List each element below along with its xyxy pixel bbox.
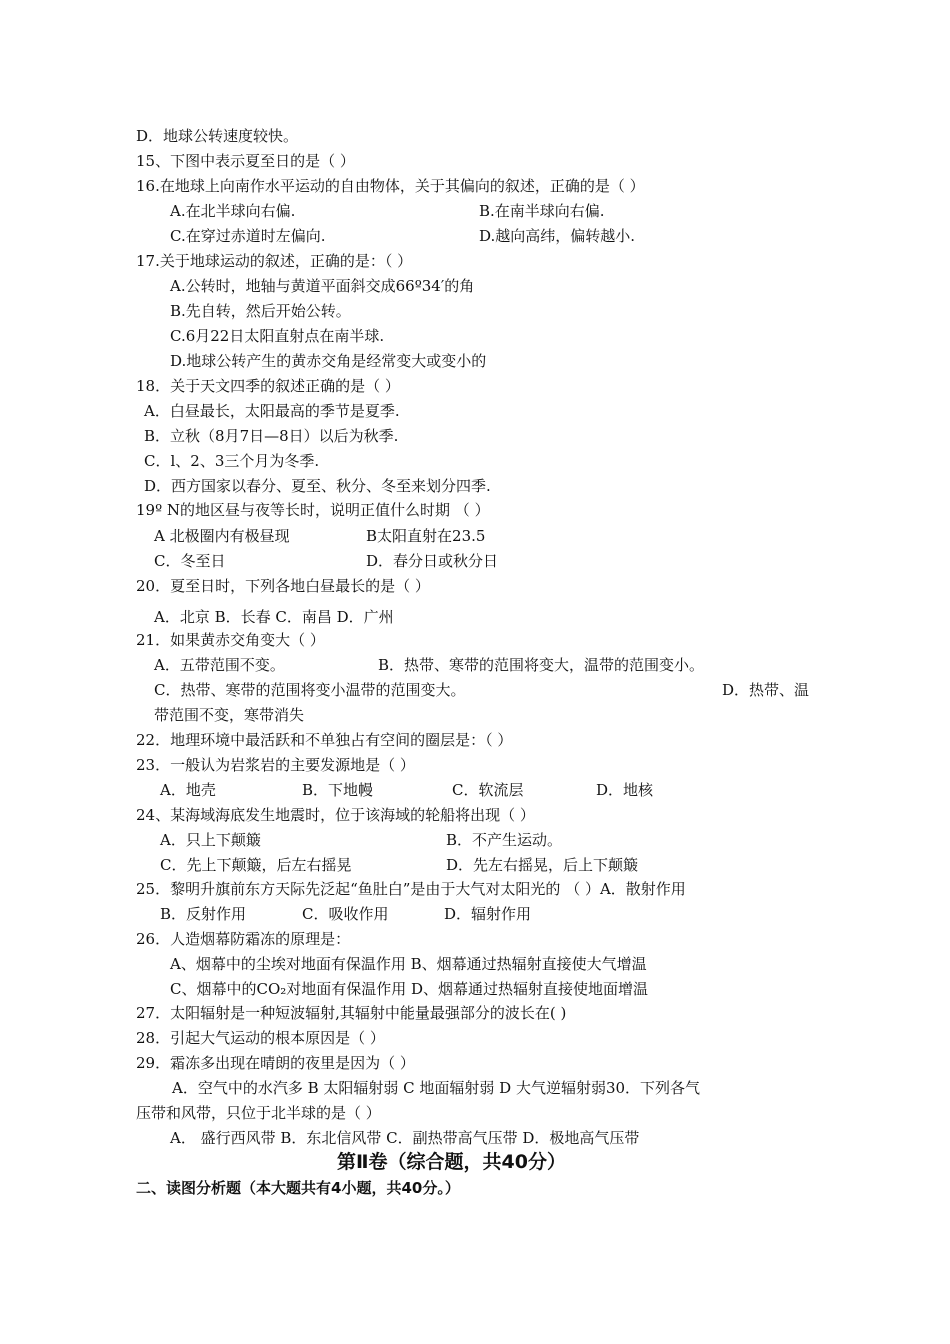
question-23: 23．一般认为岩浆岩的主要发源地是（ ） <box>136 756 415 774</box>
option-c: C．先上下颠簸，后左右摇晃 <box>160 856 352 874</box>
option-a: A．地壳 <box>160 781 216 799</box>
option-b: B太阳直射在23.5 <box>366 527 486 545</box>
question-24: 24、某海域海底发生地震时，位于该海域的轮船将出现（ ） <box>136 806 535 824</box>
option-c: C．吸收作用 <box>302 905 389 923</box>
option-a: A 北极圈内有极昼现 <box>154 527 290 545</box>
question-28: 28．引起大气运动的根本原因是（ ） <box>136 1029 385 1047</box>
question-15: 15、下图中表示夏至日的是（ ） <box>136 152 355 170</box>
text-line: 带范围不变，寒带消失 <box>154 706 305 724</box>
option-b: B．立秋（8月7日—8日）以后为秋季. <box>144 427 399 445</box>
options-row: A． 盛行西风带 B．东北信风带 C．副热带高气压带 D．极地高气压带 <box>170 1129 640 1147</box>
question-19: 19º N的地区昼与夜等长时，说明正值什么时期 （ ） <box>136 501 490 519</box>
option-b: B．热带、寒带的范围将变大，温带的范围变小。 <box>378 656 705 674</box>
options-row: A、烟幕中的尘埃对地面有保温作用 B、烟幕通过热辐射直接使大气增温 <box>170 955 647 973</box>
question-17: 17.关于地球运动的叙述，正确的是：（ ） <box>136 252 413 270</box>
options-row: A．北京 B．长春 C．南昌 D．广州 <box>154 608 394 626</box>
option-b: B．反射作用 <box>160 905 247 923</box>
question-29: 29．霜冻多出现在晴朗的夜里是因为（ ） <box>136 1054 415 1072</box>
options-row: C、烟幕中的CO₂对地面有保温作用 D、烟幕通过热辐射直接使地面增温 <box>170 980 649 998</box>
question-26: 26．人造烟幕防霜冻的原理是： <box>136 930 351 948</box>
option-b: B．不产生运动。 <box>446 831 563 849</box>
question-16: 16.在地球上向南作水平运动的自由物体，关于其偏向的叙述，正确的是（ ） <box>136 177 645 195</box>
option-a: A．白昼最长，太阳最高的季节是夏季. <box>144 402 400 420</box>
option-a: A．只上下颠簸 <box>160 831 261 849</box>
option-c: C．热带、寒带的范围将变小温带的范围变大。 <box>154 681 466 699</box>
option-a: A.公转时，地轴与黄道平面斜交成66º34′的角 <box>170 277 475 295</box>
option-d: D．先左右摇晃，后上下颠簸 <box>446 856 639 874</box>
option-a: A.在北半球向右偏. <box>170 202 296 220</box>
option-d: D.越向高纬，偏转越小. <box>479 227 636 245</box>
question-22: 22．地理环境中最活跃和不单独占有空间的圈层是：（ ） <box>136 731 513 749</box>
option-b: B．下地幔 <box>302 781 374 799</box>
options-row: A．空气中的水汽多 B 太阳辐射弱 C 地面辐射弱 D 大气逆辐射弱30．下列各气 <box>172 1079 701 1097</box>
question-21: 21．如果黄赤交角变大（ ） <box>136 631 325 649</box>
option-b: B.在南半球向右偏. <box>479 202 605 220</box>
part-title: 第Ⅱ卷（综合题，共40分） <box>337 1151 566 1173</box>
option-b: B.先自转，然后开始公转。 <box>170 302 351 320</box>
option-d: D.地球公转产生的黄赤交角是经常变大或变小的 <box>170 352 487 370</box>
question-20: 20．夏至日时，下列各地白昼最长的是（ ） <box>136 577 430 595</box>
section-heading: 二、读图分析题（本大题共有4小题，共40分。） <box>136 1179 460 1197</box>
question-25: 25．黎明升旗前东方天际先泛起“鱼肚白”是由于大气对太阳光的 （ ）A．散射作用 <box>136 880 686 898</box>
option-c: C.在穿过赤道时左偏向. <box>170 227 326 245</box>
option-d: D．辐射作用 <box>444 905 532 923</box>
question-18: 18．关于天文四季的叙述正确的是（ ） <box>136 377 400 395</box>
option-c: C．冬至日 <box>154 552 226 570</box>
option-c: C．l、2、3三个月为冬季. <box>144 452 320 470</box>
option-c: C.6月22日太阳直射点在南半球. <box>170 327 385 345</box>
option-d: D．地核 <box>596 781 654 799</box>
option-d: D．春分日或秋分日 <box>366 552 499 570</box>
question-30: 压带和风带，只位于北半球的是（ ） <box>136 1104 381 1122</box>
question-27: 27．太阳辐射是一种短波辐射,其辐射中能量最强部分的波长在( ) <box>136 1004 567 1022</box>
option-d: D．热带、温 <box>722 681 810 699</box>
text-line: D．地球公转速度较快。 <box>136 127 299 145</box>
option-d: D．西方国家以春分、夏至、秋分、冬至来划分四季. <box>144 477 491 495</box>
option-a: A．五带范围不变。 <box>154 656 285 674</box>
option-c: C．软流层 <box>452 781 524 799</box>
